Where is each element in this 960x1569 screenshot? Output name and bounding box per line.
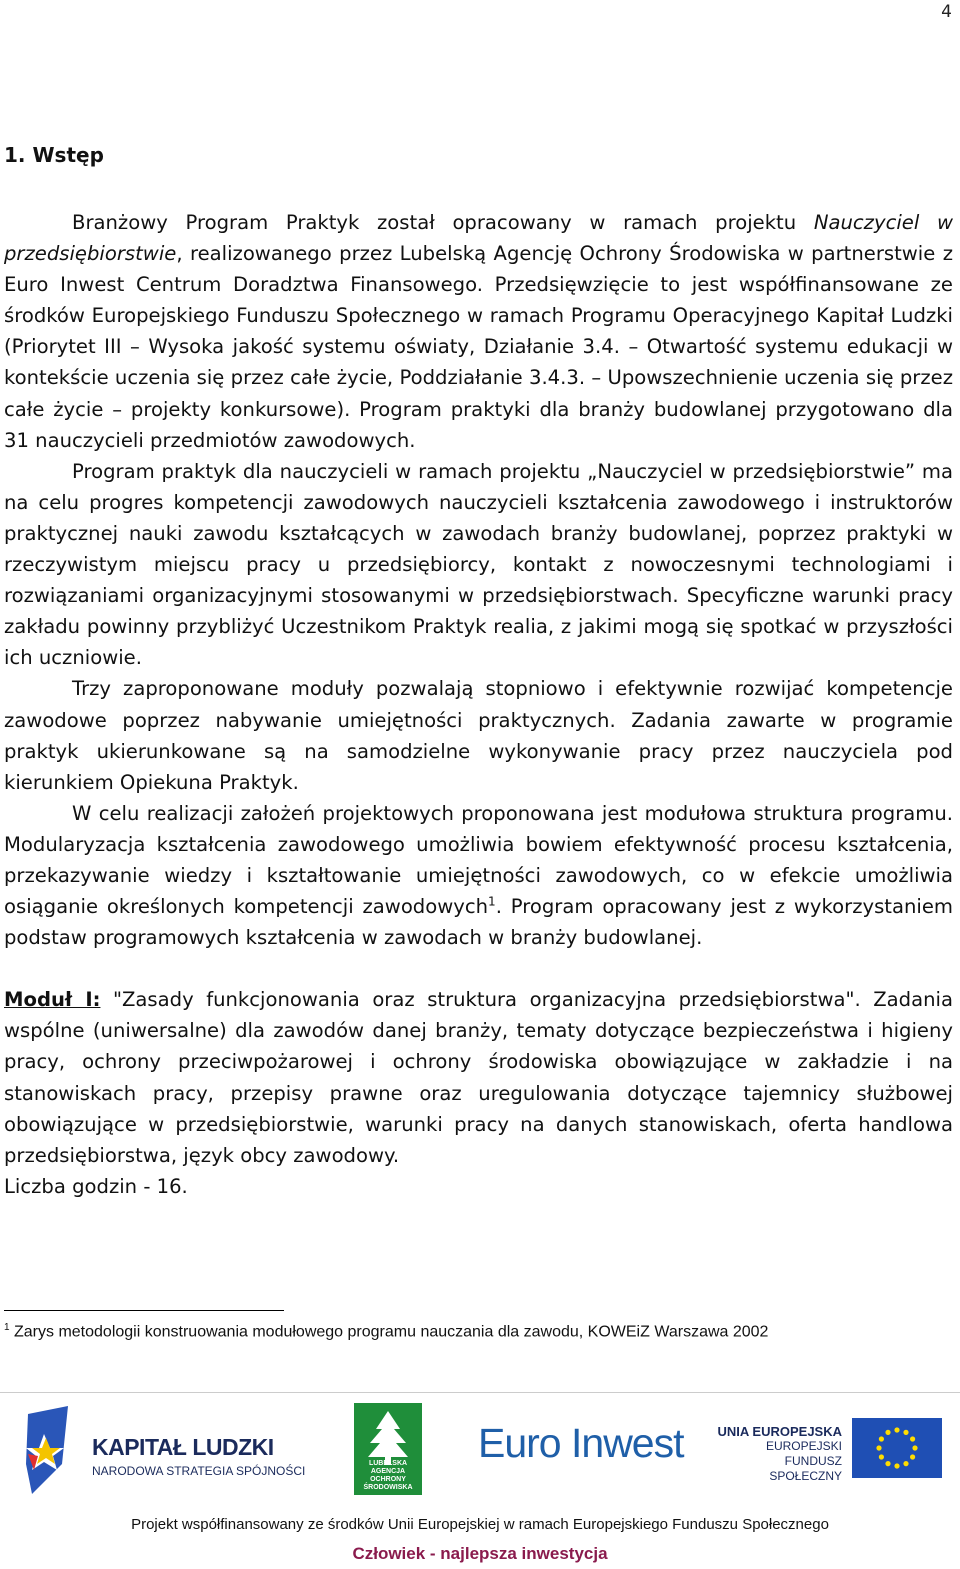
tree-icon: [354, 1407, 422, 1467]
module-1-label: Moduł I:: [4, 988, 101, 1012]
laos-text: LUBELSKA AGENCJA OCHRONY ŚRODOWISKA: [363, 1460, 413, 1491]
footer-separator: [0, 1392, 960, 1393]
project-title-italic: Nauczyciel w przedsiębiorstwie: [4, 211, 953, 266]
footnote-separator: [4, 1310, 284, 1311]
kapital-ludzki-star-icon: [22, 1404, 82, 1496]
section-heading: 1. Wstęp: [4, 143, 104, 167]
module-1-text: "Zasady funkcjonowania oraz struktura organizacyjna przedsiębiorstwa". Zadania wspólne (uniwersalne) dla zawodów danej branży, tematy dotyczące bezpieczeństwa i higieny pracy, ochrony przeciwpożarowej i ochrony środowiska obowiązujące w zakładzie i na stanowiskach pracy, przepisy prawne oraz uregulowania dotyczące tajemnicy służbowej obowiązujące w przedsiębiorstwie, warunki pracy na danych stanowiskach, oferta handlowa przedsiębiorstwa, język obcy zawodowy.: [4, 988, 953, 1167]
document-body: [4, 140, 953, 1202]
module-1-paragraph: [4, 984, 953, 1171]
eu-line-2: EUROPEJSKI: [765, 1439, 842, 1453]
laos-logo: [354, 1403, 422, 1495]
footnote: [4, 1322, 944, 1341]
program-goals-paragraph: Program praktyk dla nauczycieli w ramach projektu „Nauczyciel w przedsiębiorstwie” ma na celu progres kompetencji zawodowych nauczycieli kształcenia zawodowego i instruktorów praktycznej nauki zawodu kształcących w zawodach branży budowlanej, poprzez praktyki w rzeczywistym miejscu pracy u przedsiębiorcy, kontakt z nowoczesnymi technologiami i rozwiązaniami organizacyjnymi stosowanymi w przedsiębiorstwach. Specyficzne warunki pracy zakładu powinny przybliżyć Uczestnikom Praktyk realia, z jakimi mogą się spotkać w przyszłości ich uczniowie.: [4, 459, 953, 670]
eu-flag-icon: [852, 1418, 942, 1478]
eu-line-3: FUNDUSZ SPOŁECZNY: [769, 1454, 842, 1483]
footnote-number: 1: [4, 1322, 10, 1333]
footnote-text: Zarys metodologii konstruowania modułowego programu nauczania dla zawodu, KOWEiZ Warszawa 2002: [9, 1323, 769, 1341]
page-number: 4: [941, 2, 952, 22]
footnote-reference[interactable]: 1: [488, 894, 496, 909]
structure-text-2: . Program opracowany jest z wykorzystaniem podstaw programowych kształcenia w zawodach w branży budowlanej.: [4, 895, 953, 950]
structure-text-1: W celu realizacji założeń projektowych proponowana jest modułowa struktura programu. Modularyzacja kształcenia zawodowego umożliwia bowiem efektywność procesu kształcenia, przekazywanie wiedzy i kształtowanie umiejętności zawodowych, co w efekcie umożliwia osiąganie określonych kompetencji zawodowych: [4, 801, 953, 919]
euro-inwest-logo: Euro Inwest: [478, 1420, 684, 1466]
intro-text-2: , realizowanego przez Lubelską Agencję Ochrony Środowiska w partnerstwie z Euro Inwest Centrum Doradztwa Finansowego. Przedsięwzięcie to jest współfinansowane ze środków Europejskiego Funduszu Społecznego w ramach Programu Operacyjnego Kapitał Ludzki (Priorytet III – Wysoka jakość systemu oświaty, Działanie 3.4. – Otwartość systemu edukacji w kontekście uczenia się przez całe życie, Poddziałanie 3.4.3. – Upowszechnienie uczenia się przez całe życie – projekty konkursowe). Program praktyki dla branży budowlanej przygotowano dla 31 nauczycieli przedmiotów zawodowych.: [4, 242, 953, 452]
intro-paragraph: [4, 207, 953, 456]
module-1-hours: Liczba godzin - 16.: [4, 1174, 188, 1198]
cofinancing-note: Projekt współfinansowany ze środków Unii Europejskiej w ramach Europejskiego Funduszu Społecznego: [131, 1516, 829, 1533]
intro-text-1: Branżowy Program Praktyk został opracowany w ramach projektu: [72, 211, 814, 234]
modules-paragraph: Trzy zaproponowane moduły pozwalają stopniowo i efektywnie rozwijać kompetencje zawodowe poprzez nabywanie umiejętności praktycznych. Zadania zawarte w programie praktyk ukierunkowane są na samodzielne wykonywanie pracy przez nauczyciela pod kierunkiem Opiekuna Praktyk.: [4, 677, 953, 794]
slogan: Człowiek - najlepsza inwestycja: [352, 1544, 608, 1563]
kapital-ludzki-logo: [22, 1404, 312, 1496]
structure-paragraph: [4, 798, 953, 953]
kapital-ludzki-subtitle: NARODOWA STRATEGIA SPÓJNOŚCI: [92, 1464, 306, 1478]
eu-line-1: UNIA EUROPEJSKA: [717, 1424, 842, 1439]
footer-logos: [0, 1400, 960, 1500]
kapital-ludzki-title: KAPITAŁ LUDZKI: [92, 1434, 274, 1460]
eu-text-block: [712, 1424, 842, 1484]
